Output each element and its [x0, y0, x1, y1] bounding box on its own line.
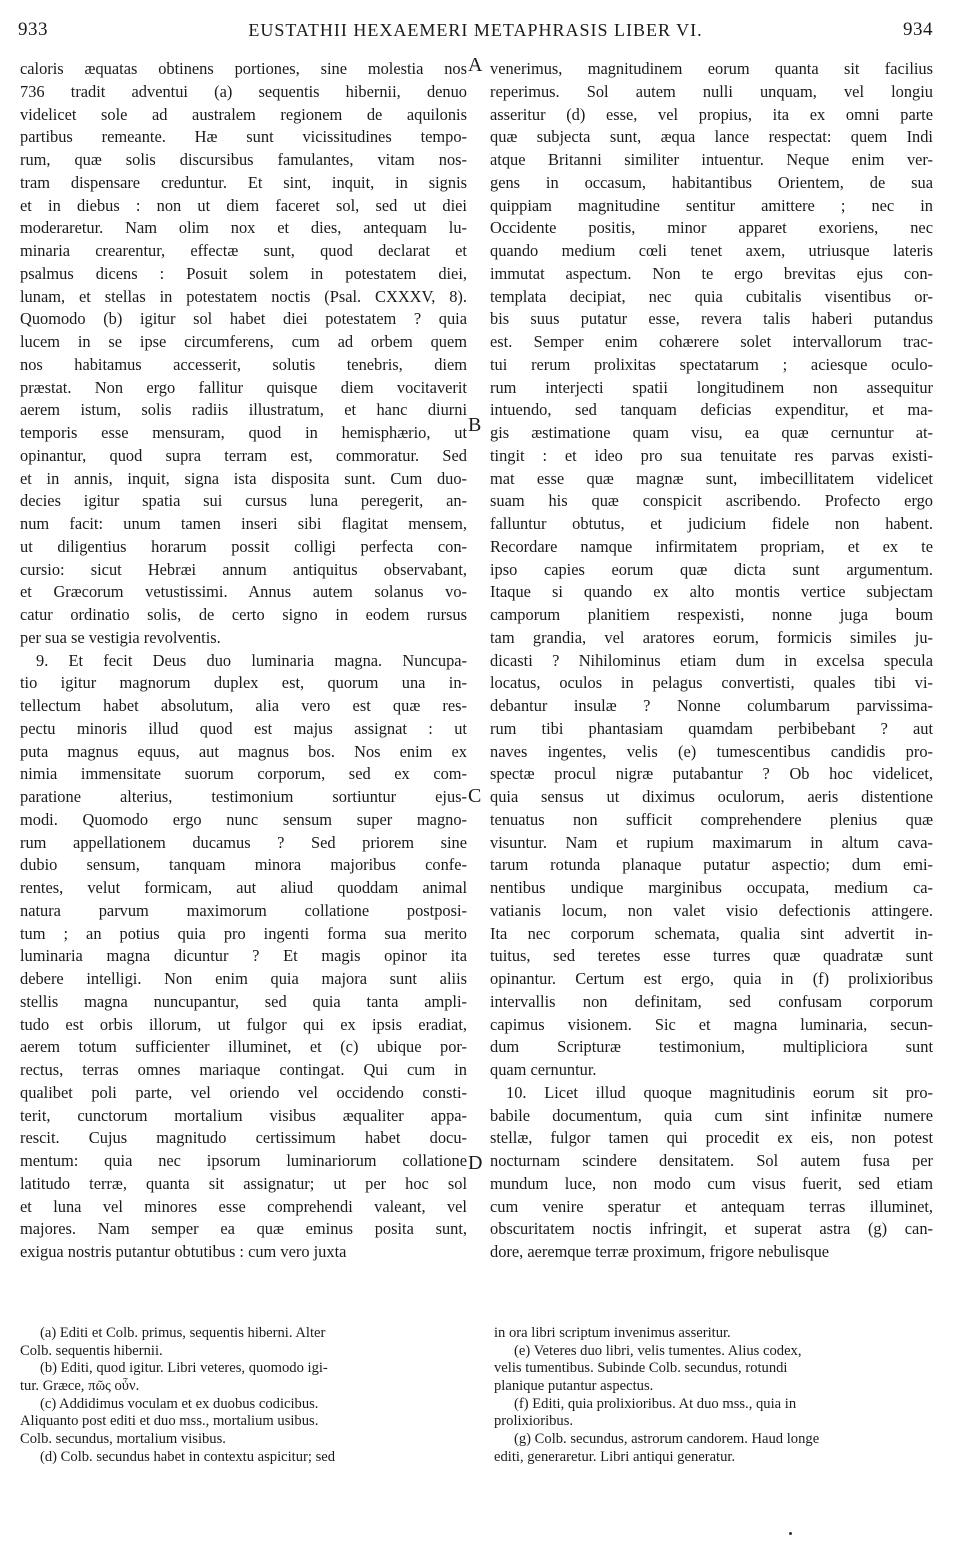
text-line: visuntur. Nam et rupium maximarum in altum cava-	[490, 832, 933, 852]
text-line: et in diebus : non ut diem faceret sol, sed ut diei	[20, 195, 467, 215]
text-line: rentes, velut formicam, aut aliud quoddam animal	[20, 878, 467, 897]
text-line: paratione alterius, testimonium sortiuntur ejus-	[20, 787, 467, 806]
marginal-letter-c: C	[468, 785, 482, 807]
text-line: 736 tradit adventui (a) sequentis hibernii, denuo	[20, 81, 467, 101]
text-line: mundum luce, non modo cum visus fuerit, sed etiam	[490, 1173, 933, 1193]
text-line: tudo est orbis illorum, ut fulgor qui ex ipsis eradiat,	[20, 1014, 467, 1034]
text-line: editi, generaretur. Libri antiqui generatur.	[494, 1448, 736, 1465]
text-line: tam grandia, vel aratores eorum, formicis similes ju-	[490, 627, 933, 647]
text-line: (d) Colb. secundus habet in contextu aspicitur; sed	[40, 1448, 336, 1465]
text-line: babile documentum, quia cum sint infinitæ numere	[490, 1105, 933, 1125]
text-line: nimia immensitate suorum corporum, sed ex com-	[20, 764, 467, 784]
text-line: aerem istum, solis radiis illustratum, et hanc diurni	[20, 400, 467, 420]
text-line: intuendo, sed tanquam deficias expenditur, et ma-	[490, 400, 933, 420]
text-line: Aliquanto post editi et duo mss., mortalium usibus.	[20, 1413, 319, 1430]
page-number-right: 934	[903, 19, 933, 40]
text-line: caloris æquatas obtinens portiones, sine molestia nos	[20, 59, 467, 78]
text-line: nocturnam scindere densitatem. Sol autem fusa per	[490, 1151, 933, 1170]
text-line: quæ subjecta sunt, æqua lance respectat: quem Indi	[490, 127, 933, 147]
text-line: stellæ, fulgor tamen qui procedit ex eis, non potest	[490, 1128, 933, 1148]
text-line: cursio: sicut Hebræi annum antiquitus observabant,	[20, 559, 467, 579]
text-line: bis suus putatur esse, revera talis haberi putandus	[490, 309, 933, 329]
text-line: exigua nostris putantur obtutibus : cum vero juxta	[20, 1242, 347, 1261]
text-line: atque Britanni similiter intuentur. Neque enim ver-	[490, 150, 933, 169]
text-line: nos habitamus accesserit, solutis tenebris, diem	[20, 354, 467, 374]
text-line: partibus remeante. Hæ sunt vicissitudines tempo-	[20, 127, 467, 147]
text-line: luminaria magna dicuntur ? Et magis opinor ita	[20, 946, 467, 966]
text-line: intervallis non definitam, sed confusam corporum	[490, 991, 933, 1011]
text-line: ipso capies eorum quæ dicta sunt argumentum.	[490, 559, 933, 579]
text-line: est. Semper enim cohærere solet intervallorum trac-	[490, 332, 933, 351]
text-line: obscuritatem noctis infringit, et superat astra (g) can-	[490, 1219, 933, 1239]
text-line: puta magnus equus, aut magnus bos. Nos enim ex	[20, 741, 467, 761]
text-line: opinantur, quod supra terram est, commoratur. Sed	[20, 445, 467, 465]
text-line: rum, quæ solis discursibus famulantes, vitam nos-	[20, 150, 467, 169]
text-line: (f) Editi, quia prolixioribus. At duo mss., quia in	[514, 1395, 797, 1412]
text-line: præstat. Non ergo fallitur quisque diem vocitaverit	[20, 377, 467, 397]
text-line: stellis magna nuncupantur, sed quia tanta ampli-	[20, 991, 467, 1011]
text-line: dicasti ? Nihilominus etiam dum in excelsa specula	[490, 650, 933, 670]
text-line: immutat aspectum. Non te ergo brevitas ejus con-	[490, 263, 933, 283]
text-line: spectæ procul nigræ putabantur ? Ob hoc videlicet,	[490, 764, 933, 784]
stray-mark	[789, 1532, 792, 1535]
text-line: et Græcorum vetustissimi. Annus autem solanus vo-	[20, 582, 467, 602]
text-line: rectus, terras omnes mariaque contingat. Qui cum in	[20, 1060, 467, 1079]
text-line: et in annis, inquit, signa ista disposita sunt. Cum duo-	[20, 468, 467, 488]
text-line: quippiam magnitudine sentitur amittere ; nec in	[490, 195, 933, 215]
text-line: Colb. secundus, mortalium visibus.	[20, 1431, 226, 1448]
marginal-letter-b: B	[468, 414, 482, 436]
text-line: cum venire speratur et antequam terras illuminet,	[490, 1196, 933, 1216]
text-line: capimus visionem. Sic et magna luminaria, secun-	[490, 1014, 933, 1034]
text-line: venerimus, magnitudinem eorum quanta sit facilius	[490, 59, 933, 78]
text-line: gens in occasum, habitantibus Orientem, de sua	[490, 172, 933, 192]
text-line: Itaque si quando ex alto montis vertice subjectam	[490, 582, 933, 602]
text-line: quando medium cœli tenet axem, utriusque lateris	[490, 241, 933, 260]
text-line: latitudo terræ, quanta sit assignatur; ut per hoc sol	[20, 1173, 467, 1193]
text-line: aerem totum sufficienter illuminet, et (c) ubique por-	[20, 1037, 467, 1057]
text-line: asseritur (d) esse, vel propius, ita ex omni parte	[490, 104, 933, 124]
text-line: Quomodo (b) igitur sol habet diei potestatem ? quia	[20, 309, 467, 329]
text-line: terit, cunctorum mortalium visibus æqualiter appa-	[20, 1105, 467, 1125]
text-line: suam his quæ conspicit ascribendo. Profecto ergo	[490, 491, 933, 511]
text-line: camporum planitiem respexisti, nonne juga boum	[490, 605, 933, 624]
text-line: dore, aeremque terræ proximum, frigore nebulisque	[490, 1242, 830, 1261]
text-line: prolixioribus.	[494, 1413, 574, 1430]
text-line: 10. Licet illud quoque magnitudinis eorum sit pro-	[506, 1082, 933, 1102]
text-line: (a) Editi et Colb. primus, sequentis hiberni. Alter	[40, 1325, 326, 1341]
text-line: Occidente positis, minor apparet exoriens, nec	[490, 218, 933, 238]
text-line: rum tibi phantasiam quamdam perbibebant ? aut	[490, 718, 933, 738]
footnotes-right	[494, 1325, 934, 1467]
text-line: mat esse quæ magnæ sunt, imbecillitatem videlicet	[490, 468, 933, 488]
right-column	[490, 58, 933, 1264]
text-line: tarum rotunda planaque putatur aspectio; dum emi-	[490, 855, 933, 875]
marginal-letter-d: D	[468, 1152, 483, 1174]
text-line: videlicet sole ad australem regionem de aquilonis	[20, 104, 467, 124]
text-line: psalmus dicens : Posuit solem in potestatem diei,	[20, 263, 467, 283]
text-line: quia sensus ut diximus oculorum, aeris distentione	[490, 787, 933, 806]
text-line: lunam, et stellas in potestatem noctis (Psal. CXXXV, 8).	[20, 286, 467, 306]
text-line: modi. Quomodo ergo nunc sensum super magno-	[20, 809, 467, 829]
text-line: reperimus. Sol autem nulli unquam, vel longiu	[490, 81, 933, 101]
text-line: majores. Nam semper ea quæ eminus posita sunt,	[20, 1219, 467, 1239]
text-line: num facit: unum tamen inseri sibi flagitat mensem,	[20, 514, 467, 533]
text-line: tur. Græce, πῶς οὖν.	[20, 1378, 140, 1395]
text-line: per sua se vestigia revolventis.	[20, 627, 221, 647]
text-line: nentibus undique marginibus occupata, medium ca-	[490, 878, 933, 897]
text-line: rescit. Cujus magnitudo certissimum habet docu-	[20, 1128, 467, 1148]
text-line: moderaretur. Nam olim nox et dies, antequam lu-	[20, 218, 467, 238]
text-line: ut diligentius horarum possit colligi perfecta con-	[20, 536, 467, 556]
text-line: tum ; an potius quia pro ingenti forma sua merito	[20, 923, 467, 943]
text-line: velis tumentibus. Subinde Colb. secundus, rotundi	[494, 1360, 788, 1377]
text-line: tenuatus non sufficit comprehendere plenius quæ	[490, 809, 933, 829]
left-column	[20, 58, 467, 1264]
text-line: (g) Colb. secundus, astrorum candorem. Haud longe	[514, 1431, 820, 1448]
text-line: naves ingentes, velis (e) tumescentibus candidis pro-	[490, 741, 933, 761]
text-line: minaria crearentur, effectæ sunt, quod declarat et	[20, 241, 467, 260]
text-line: decies igitur spatia sui cursus luna peregerit, an-	[20, 491, 467, 511]
text-line: lucem in se ipse circumferens, cum ad orbem quem	[20, 332, 467, 351]
text-line: falluntur obtutus, et judicium fidele non habent.	[490, 514, 933, 533]
text-line: in ora libri scriptum invenimus asseritur.	[494, 1325, 731, 1341]
text-line: rum interjecti spatii longitudinem non assequitur	[490, 377, 933, 397]
text-line: (e) Veteres duo libri, velis tumentes. Alius codex,	[514, 1342, 802, 1359]
footnotes-left	[20, 1325, 467, 1467]
text-line: Ita nec corporum schemata, qualia sint advertit in-	[490, 923, 933, 943]
marginal-letter-a: A	[468, 54, 483, 76]
text-line: (c) Addidimus voculam et ex duobus codicibus.	[40, 1395, 319, 1412]
text-line: tui rerum prolixitas spectatarum ; aciesque oculo-	[490, 354, 933, 374]
text-line: tuitus, sed teretes esse turres quæ quadratæ sunt	[490, 946, 933, 966]
text-line: temporis esse mensuram, quod in hemisphærio, ut	[20, 423, 467, 442]
text-line: 9. Et fecit Deus duo luminaria magna. Nuncupa-	[36, 650, 467, 670]
text-line: tellectum habet absolutum, alia vero est quæ res-	[20, 696, 467, 715]
text-line: Colb. sequentis hibernii.	[20, 1342, 163, 1359]
text-line: vatianis locum, non valet visio defectionis attingere.	[490, 900, 933, 920]
text-line: rum appellationem ducamus ? Sed priorem sine	[20, 832, 467, 852]
text-line: natura parvum maximorum collatione postposi-	[20, 900, 467, 920]
page-number-left: 933	[18, 19, 48, 40]
text-line: Recordare namque infirmitatem propriam, et ex te	[490, 536, 933, 556]
text-line: dubio sensum, tanquam minora majoribus confe-	[20, 855, 467, 875]
text-line: pectu minoris illud quod est majus assignat : ut	[20, 718, 467, 738]
text-line: mentum: quia nec ipsorum luminariorum collatione	[20, 1151, 467, 1170]
text-line: et luna vel minores esse comprehendi valeant, vel	[20, 1196, 467, 1216]
text-line: templata decipiat, nec quia cubitalis visentibus or-	[490, 286, 933, 306]
text-line: opinantur. Certum est ergo, quia in (f) prolixioribus	[490, 969, 933, 988]
text-line: tingit : et ideo pro sua tenuitate res parvas existi-	[490, 445, 933, 465]
text-line: planique putantur aspectus.	[494, 1378, 654, 1395]
text-line: qualibet poli parte, vel oriendo vel occidendo consti-	[20, 1082, 467, 1102]
text-line: quam cernuntur.	[490, 1060, 597, 1079]
text-line: locatus, oculos in pelagus convertisti, quales tibi vi-	[490, 673, 933, 693]
text-line: tio igitur magnorum duplex est, quorum una in-	[20, 673, 467, 693]
text-line: (b) Editi, quod igitur. Libri veteres, quomodo igi-	[40, 1360, 328, 1377]
text-line: gis æstimatione quam visu, ea quæ cernuntur at-	[490, 423, 933, 442]
text-line: dum Scripturæ testimonium, multipliciora sunt	[490, 1037, 933, 1057]
text-line: catur ordinatio solis, de certo signo in eodem rursus	[20, 605, 467, 624]
text-line: debere intelligi. Non enim quia majora sunt aliis	[20, 969, 467, 988]
running-header	[18, 10, 933, 50]
text-line: tram dispensare creduntur. Et sint, inquit, in signis	[20, 172, 467, 192]
running-title: EUSTATHII HEXAEMERI METAPHRASIS LIBER VI.	[248, 19, 703, 40]
text-line: debantur insulæ ? Nonne columbarum parvissima-	[490, 696, 933, 715]
